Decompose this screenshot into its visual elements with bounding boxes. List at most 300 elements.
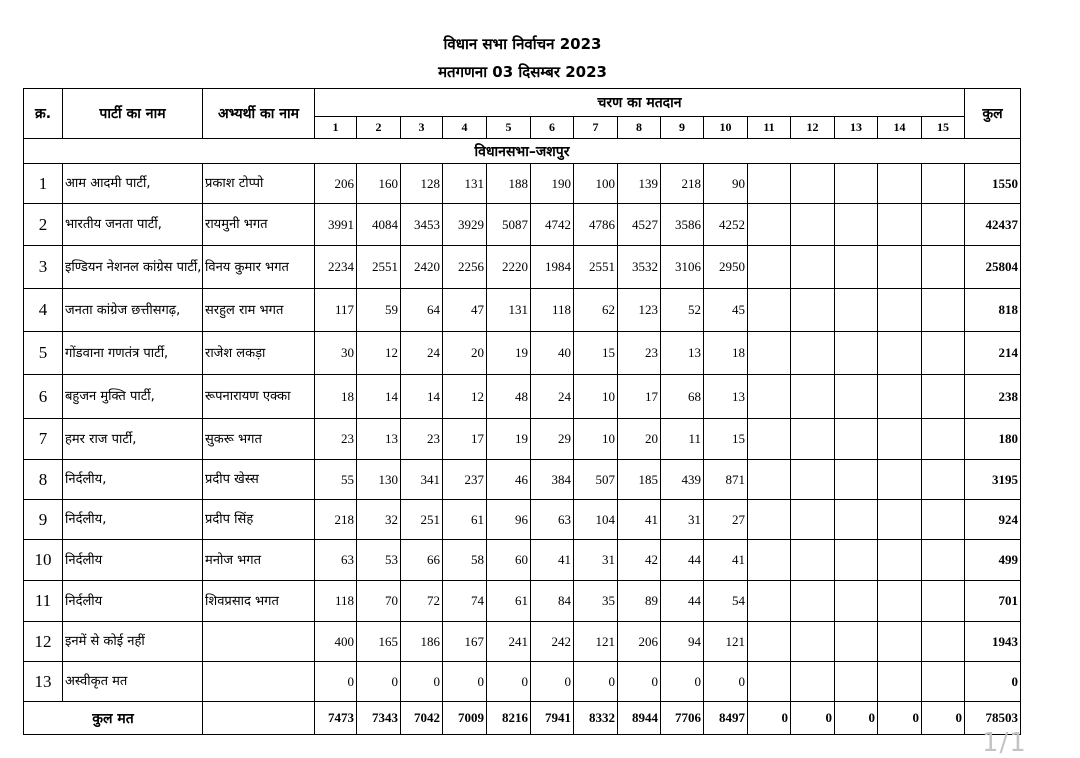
vote-cell: 3106 bbox=[661, 246, 704, 289]
total-vote-cell: 7343 bbox=[357, 702, 401, 735]
vote-cell bbox=[878, 581, 922, 622]
vote-cell: 2220 bbox=[487, 246, 531, 289]
vote-cell: 117 bbox=[315, 289, 357, 332]
vote-cell: 72 bbox=[401, 581, 443, 622]
vote-cell: 118 bbox=[531, 289, 574, 332]
vote-cell: 4252 bbox=[704, 204, 748, 246]
row-party: निर्दलीय, bbox=[63, 500, 203, 540]
row-sno: 1 bbox=[24, 164, 63, 204]
total-row bbox=[24, 702, 1021, 735]
vote-cell bbox=[748, 460, 791, 500]
vote-cell: 4742 bbox=[531, 204, 574, 246]
vote-cell bbox=[748, 419, 791, 460]
vote-cell: 131 bbox=[487, 289, 531, 332]
row-party: जनता कांग्रेज छत्तीसगढ़, bbox=[63, 289, 203, 332]
vote-cell bbox=[835, 332, 878, 375]
row-total: 42437 bbox=[965, 204, 1021, 246]
vote-cell: 5087 bbox=[487, 204, 531, 246]
vote-cell: 64 bbox=[401, 289, 443, 332]
vote-cell: 1984 bbox=[531, 246, 574, 289]
row-candidate: विनय कुमार भगत bbox=[203, 246, 315, 289]
vote-cell: 2950 bbox=[704, 246, 748, 289]
vote-cell: 128 bbox=[401, 164, 443, 204]
vote-cell bbox=[791, 375, 835, 419]
vote-cell bbox=[922, 332, 965, 375]
vote-cell bbox=[791, 419, 835, 460]
vote-cell: 167 bbox=[443, 622, 487, 662]
total-vote-cell: 7042 bbox=[401, 702, 443, 735]
vote-cell: 94 bbox=[661, 622, 704, 662]
vote-cell bbox=[878, 289, 922, 332]
table-row bbox=[24, 662, 1021, 702]
vote-cell: 45 bbox=[704, 289, 748, 332]
vote-cell: 17 bbox=[618, 375, 661, 419]
row-party: इण्डियन नेशनल कांग्रेस पार्टी, bbox=[63, 246, 203, 289]
header-phase-group: चरण का मतदान bbox=[315, 89, 965, 117]
vote-cell: 58 bbox=[443, 540, 487, 581]
header-phase: 1 bbox=[315, 117, 357, 139]
total-vote-cell: 7706 bbox=[661, 702, 704, 735]
vote-cell: 206 bbox=[618, 622, 661, 662]
row-party: भारतीय जनता पार्टी, bbox=[63, 204, 203, 246]
vote-cell: 29 bbox=[531, 419, 574, 460]
row-candidate: प्रदीप सिंह bbox=[203, 500, 315, 540]
vote-cell bbox=[791, 622, 835, 662]
vote-cell bbox=[791, 246, 835, 289]
vote-cell: 2420 bbox=[401, 246, 443, 289]
row-total: 180 bbox=[965, 419, 1021, 460]
vote-cell: 206 bbox=[315, 164, 357, 204]
vote-cell bbox=[835, 581, 878, 622]
document-subtitle: मतगणना 03 दिसम्बर 2023 bbox=[438, 63, 607, 81]
vote-cell: 61 bbox=[443, 500, 487, 540]
row-candidate bbox=[203, 662, 315, 702]
vote-cell: 62 bbox=[574, 289, 618, 332]
header-phase: 9 bbox=[661, 117, 704, 139]
vote-cell: 30 bbox=[315, 332, 357, 375]
vote-cell: 121 bbox=[704, 622, 748, 662]
header-phase: 11 bbox=[748, 117, 791, 139]
vote-cell: 871 bbox=[704, 460, 748, 500]
row-candidate: राजेश लकड़ा bbox=[203, 332, 315, 375]
vote-cell: 14 bbox=[401, 375, 443, 419]
vote-cell bbox=[835, 419, 878, 460]
row-sno: 13 bbox=[24, 662, 63, 702]
vote-cell: 10 bbox=[574, 375, 618, 419]
vote-cell bbox=[878, 622, 922, 662]
vote-cell: 121 bbox=[574, 622, 618, 662]
section-label: विधानसभा–जशपुर bbox=[24, 139, 1021, 164]
vote-cell: 118 bbox=[315, 581, 357, 622]
header-phase: 10 bbox=[704, 117, 748, 139]
row-candidate: सुकरू भगत bbox=[203, 419, 315, 460]
total-vote-cell: 0 bbox=[835, 702, 878, 735]
header-party: पार्टी का नाम bbox=[63, 89, 203, 139]
vote-cell: 237 bbox=[443, 460, 487, 500]
total-vote-cell: 7473 bbox=[315, 702, 357, 735]
vote-cell: 3586 bbox=[661, 204, 704, 246]
vote-cell: 0 bbox=[315, 662, 357, 702]
vote-cell: 61 bbox=[487, 581, 531, 622]
vote-cell: 0 bbox=[704, 662, 748, 702]
vote-cell: 17 bbox=[443, 419, 487, 460]
vote-cell bbox=[922, 289, 965, 332]
vote-cell bbox=[835, 289, 878, 332]
header-phase: 3 bbox=[401, 117, 443, 139]
vote-cell: 12 bbox=[357, 332, 401, 375]
table-row bbox=[24, 581, 1021, 622]
vote-cell bbox=[878, 419, 922, 460]
vote-cell: 242 bbox=[531, 622, 574, 662]
vote-cell: 41 bbox=[531, 540, 574, 581]
vote-cell: 18 bbox=[704, 332, 748, 375]
vote-cell: 19 bbox=[487, 332, 531, 375]
row-sno: 6 bbox=[24, 375, 63, 419]
header-phase: 12 bbox=[791, 117, 835, 139]
vote-cell: 100 bbox=[574, 164, 618, 204]
vote-cell: 70 bbox=[357, 581, 401, 622]
vote-cell bbox=[791, 581, 835, 622]
vote-cell: 165 bbox=[357, 622, 401, 662]
vote-cell: 13 bbox=[357, 419, 401, 460]
vote-cell: 48 bbox=[487, 375, 531, 419]
vote-cell: 24 bbox=[531, 375, 574, 419]
vote-cell: 190 bbox=[531, 164, 574, 204]
vote-cell: 52 bbox=[661, 289, 704, 332]
vote-cell: 131 bbox=[443, 164, 487, 204]
document-title: विधान सभा निर्वाचन 2023 bbox=[443, 35, 602, 53]
vote-cell bbox=[748, 500, 791, 540]
row-total: 701 bbox=[965, 581, 1021, 622]
row-party: निर्दलीय bbox=[63, 581, 203, 622]
vote-cell: 23 bbox=[315, 419, 357, 460]
vote-cell bbox=[922, 164, 965, 204]
header-phase: 14 bbox=[878, 117, 922, 139]
vote-cell bbox=[748, 375, 791, 419]
vote-cell bbox=[922, 662, 965, 702]
vote-cell bbox=[748, 246, 791, 289]
total-vote-cell: 7009 bbox=[443, 702, 487, 735]
vote-cell bbox=[922, 375, 965, 419]
vote-cell: 23 bbox=[401, 419, 443, 460]
row-party: गोंडवाना गणतंत्र पार्टी, bbox=[63, 332, 203, 375]
vote-cell: 84 bbox=[531, 581, 574, 622]
vote-cell bbox=[835, 500, 878, 540]
vote-cell: 89 bbox=[618, 581, 661, 622]
vote-cell bbox=[878, 375, 922, 419]
vote-cell bbox=[835, 622, 878, 662]
vote-cell: 0 bbox=[487, 662, 531, 702]
vote-cell: 251 bbox=[401, 500, 443, 540]
table-row bbox=[24, 289, 1021, 332]
table-row bbox=[24, 419, 1021, 460]
vote-cell: 63 bbox=[531, 500, 574, 540]
header-candidate: अभ्यर्थी का नाम bbox=[203, 89, 315, 139]
vote-cell bbox=[791, 204, 835, 246]
row-sno: 5 bbox=[24, 332, 63, 375]
vote-cell bbox=[748, 581, 791, 622]
vote-cell: 3991 bbox=[315, 204, 357, 246]
row-party: इनमें से कोई नहीं bbox=[63, 622, 203, 662]
vote-cell: 0 bbox=[618, 662, 661, 702]
header-phase: 15 bbox=[922, 117, 965, 139]
vote-cell bbox=[748, 289, 791, 332]
vote-cell bbox=[791, 164, 835, 204]
vote-cell bbox=[922, 246, 965, 289]
vote-cell: 46 bbox=[487, 460, 531, 500]
vote-cell: 15 bbox=[704, 419, 748, 460]
vote-cell bbox=[878, 460, 922, 500]
row-total: 25804 bbox=[965, 246, 1021, 289]
table-row bbox=[24, 540, 1021, 581]
vote-cell: 31 bbox=[574, 540, 618, 581]
vote-cell: 59 bbox=[357, 289, 401, 332]
vote-cell: 4786 bbox=[574, 204, 618, 246]
vote-cell: 44 bbox=[661, 540, 704, 581]
vote-cell bbox=[835, 662, 878, 702]
results-table bbox=[23, 88, 1021, 735]
vote-cell bbox=[878, 164, 922, 204]
vote-cell: 63 bbox=[315, 540, 357, 581]
vote-cell: 18 bbox=[315, 375, 357, 419]
header-phase: 4 bbox=[443, 117, 487, 139]
vote-cell bbox=[791, 460, 835, 500]
row-total: 499 bbox=[965, 540, 1021, 581]
row-candidate: रूपनारायण एक्का bbox=[203, 375, 315, 419]
vote-cell: 218 bbox=[661, 164, 704, 204]
vote-cell: 3929 bbox=[443, 204, 487, 246]
vote-cell: 41 bbox=[704, 540, 748, 581]
row-candidate: सरहुल राम भगत bbox=[203, 289, 315, 332]
vote-cell bbox=[922, 540, 965, 581]
vote-cell: 3453 bbox=[401, 204, 443, 246]
table-row bbox=[24, 204, 1021, 246]
row-sno: 11 bbox=[24, 581, 63, 622]
vote-cell: 218 bbox=[315, 500, 357, 540]
vote-cell bbox=[791, 540, 835, 581]
vote-cell bbox=[922, 581, 965, 622]
row-sno: 7 bbox=[24, 419, 63, 460]
row-total: 214 bbox=[965, 332, 1021, 375]
header-phase: 2 bbox=[357, 117, 401, 139]
vote-cell bbox=[835, 164, 878, 204]
vote-cell: 241 bbox=[487, 622, 531, 662]
header-phase: 13 bbox=[835, 117, 878, 139]
vote-cell: 53 bbox=[357, 540, 401, 581]
vote-cell: 20 bbox=[618, 419, 661, 460]
vote-cell: 14 bbox=[357, 375, 401, 419]
vote-cell bbox=[835, 375, 878, 419]
total-vote-cell: 8944 bbox=[618, 702, 661, 735]
total-vote-cell: 0 bbox=[791, 702, 835, 735]
vote-cell bbox=[748, 662, 791, 702]
vote-cell: 27 bbox=[704, 500, 748, 540]
row-total: 924 bbox=[965, 500, 1021, 540]
vote-cell bbox=[878, 246, 922, 289]
table-row bbox=[24, 246, 1021, 289]
vote-cell bbox=[748, 204, 791, 246]
table-row bbox=[24, 500, 1021, 540]
total-candidate bbox=[203, 702, 315, 735]
vote-cell bbox=[791, 332, 835, 375]
row-party: अस्वीकृत मत bbox=[63, 662, 203, 702]
vote-cell: 40 bbox=[531, 332, 574, 375]
vote-cell: 42 bbox=[618, 540, 661, 581]
total-vote-cell: 8332 bbox=[574, 702, 618, 735]
vote-cell bbox=[791, 500, 835, 540]
total-vote-cell: 0 bbox=[748, 702, 791, 735]
vote-cell: 35 bbox=[574, 581, 618, 622]
table-row bbox=[24, 375, 1021, 419]
vote-cell: 0 bbox=[661, 662, 704, 702]
vote-cell: 13 bbox=[704, 375, 748, 419]
vote-cell: 341 bbox=[401, 460, 443, 500]
row-total: 238 bbox=[965, 375, 1021, 419]
vote-cell: 185 bbox=[618, 460, 661, 500]
vote-cell: 12 bbox=[443, 375, 487, 419]
vote-cell: 55 bbox=[315, 460, 357, 500]
table-row bbox=[24, 460, 1021, 500]
vote-cell: 0 bbox=[401, 662, 443, 702]
vote-cell: 186 bbox=[401, 622, 443, 662]
row-party: निर्दलीय, bbox=[63, 460, 203, 500]
row-sno: 2 bbox=[24, 204, 63, 246]
total-vote-cell: 0 bbox=[878, 702, 922, 735]
vote-cell: 2551 bbox=[574, 246, 618, 289]
header-sno: क्र. bbox=[24, 89, 63, 139]
vote-cell: 160 bbox=[357, 164, 401, 204]
vote-cell: 60 bbox=[487, 540, 531, 581]
vote-cell bbox=[835, 540, 878, 581]
total-vote-cell: 8497 bbox=[704, 702, 748, 735]
row-candidate: प्रकाश टोप्पो bbox=[203, 164, 315, 204]
vote-cell bbox=[748, 622, 791, 662]
vote-cell: 10 bbox=[574, 419, 618, 460]
vote-cell: 96 bbox=[487, 500, 531, 540]
vote-cell bbox=[878, 500, 922, 540]
total-vote-cell: 0 bbox=[922, 702, 965, 735]
vote-cell: 54 bbox=[704, 581, 748, 622]
table-row bbox=[24, 622, 1021, 662]
vote-cell: 4084 bbox=[357, 204, 401, 246]
vote-cell bbox=[878, 204, 922, 246]
vote-cell: 0 bbox=[574, 662, 618, 702]
vote-cell bbox=[748, 332, 791, 375]
row-candidate: शिवप्रसाद भगत bbox=[203, 581, 315, 622]
total-vote-cell: 8216 bbox=[487, 702, 531, 735]
grand-total: 78503 bbox=[965, 702, 1021, 735]
vote-cell: 0 bbox=[531, 662, 574, 702]
vote-cell bbox=[835, 460, 878, 500]
header-phase: 5 bbox=[487, 117, 531, 139]
vote-cell: 66 bbox=[401, 540, 443, 581]
vote-cell bbox=[922, 460, 965, 500]
vote-cell: 2256 bbox=[443, 246, 487, 289]
row-candidate bbox=[203, 622, 315, 662]
row-sno: 8 bbox=[24, 460, 63, 500]
vote-cell: 44 bbox=[661, 581, 704, 622]
row-sno: 12 bbox=[24, 622, 63, 662]
vote-cell: 507 bbox=[574, 460, 618, 500]
vote-cell: 400 bbox=[315, 622, 357, 662]
vote-cell: 47 bbox=[443, 289, 487, 332]
vote-cell: 139 bbox=[618, 164, 661, 204]
vote-cell: 24 bbox=[401, 332, 443, 375]
row-party: आम आदमी पार्टी, bbox=[63, 164, 203, 204]
row-party: निर्दलीय bbox=[63, 540, 203, 581]
vote-cell bbox=[878, 332, 922, 375]
page-indicator: 1/1 bbox=[982, 728, 1027, 758]
vote-cell: 74 bbox=[443, 581, 487, 622]
vote-cell: 4527 bbox=[618, 204, 661, 246]
total-label: कुल मत bbox=[24, 702, 203, 735]
vote-cell: 0 bbox=[443, 662, 487, 702]
vote-cell: 123 bbox=[618, 289, 661, 332]
row-candidate: प्रदीप खेस्स bbox=[203, 460, 315, 500]
row-party: बहुजन मुक्ति पार्टी, bbox=[63, 375, 203, 419]
vote-cell bbox=[791, 289, 835, 332]
vote-cell: 90 bbox=[704, 164, 748, 204]
vote-cell bbox=[791, 662, 835, 702]
row-total: 0 bbox=[965, 662, 1021, 702]
row-total: 3195 bbox=[965, 460, 1021, 500]
vote-cell: 13 bbox=[661, 332, 704, 375]
vote-cell: 3532 bbox=[618, 246, 661, 289]
vote-cell: 130 bbox=[357, 460, 401, 500]
row-sno: 9 bbox=[24, 500, 63, 540]
row-sno: 10 bbox=[24, 540, 63, 581]
row-total: 1943 bbox=[965, 622, 1021, 662]
vote-cell bbox=[922, 419, 965, 460]
vote-cell: 11 bbox=[661, 419, 704, 460]
vote-cell: 384 bbox=[531, 460, 574, 500]
vote-cell bbox=[922, 622, 965, 662]
row-candidate: रायमुनी भगत bbox=[203, 204, 315, 246]
row-sno: 4 bbox=[24, 289, 63, 332]
row-candidate: मनोज भगत bbox=[203, 540, 315, 581]
row-sno: 3 bbox=[24, 246, 63, 289]
vote-cell bbox=[922, 500, 965, 540]
row-total: 1550 bbox=[965, 164, 1021, 204]
vote-cell: 104 bbox=[574, 500, 618, 540]
vote-cell: 2234 bbox=[315, 246, 357, 289]
vote-cell: 0 bbox=[357, 662, 401, 702]
vote-cell: 68 bbox=[661, 375, 704, 419]
header-total: कुल bbox=[965, 89, 1021, 139]
vote-cell bbox=[748, 164, 791, 204]
vote-cell bbox=[835, 246, 878, 289]
total-vote-cell: 7941 bbox=[531, 702, 574, 735]
header-phase: 8 bbox=[618, 117, 661, 139]
vote-cell: 20 bbox=[443, 332, 487, 375]
row-party: हमर राज पार्टी, bbox=[63, 419, 203, 460]
table-row bbox=[24, 332, 1021, 375]
vote-cell: 188 bbox=[487, 164, 531, 204]
header-phase: 7 bbox=[574, 117, 618, 139]
vote-cell: 439 bbox=[661, 460, 704, 500]
vote-cell: 23 bbox=[618, 332, 661, 375]
vote-cell: 19 bbox=[487, 419, 531, 460]
vote-cell: 31 bbox=[661, 500, 704, 540]
vote-cell bbox=[878, 662, 922, 702]
vote-cell: 15 bbox=[574, 332, 618, 375]
vote-cell bbox=[748, 540, 791, 581]
row-total: 818 bbox=[965, 289, 1021, 332]
vote-cell: 2551 bbox=[357, 246, 401, 289]
header-phase: 6 bbox=[531, 117, 574, 139]
vote-cell: 41 bbox=[618, 500, 661, 540]
vote-cell: 32 bbox=[357, 500, 401, 540]
